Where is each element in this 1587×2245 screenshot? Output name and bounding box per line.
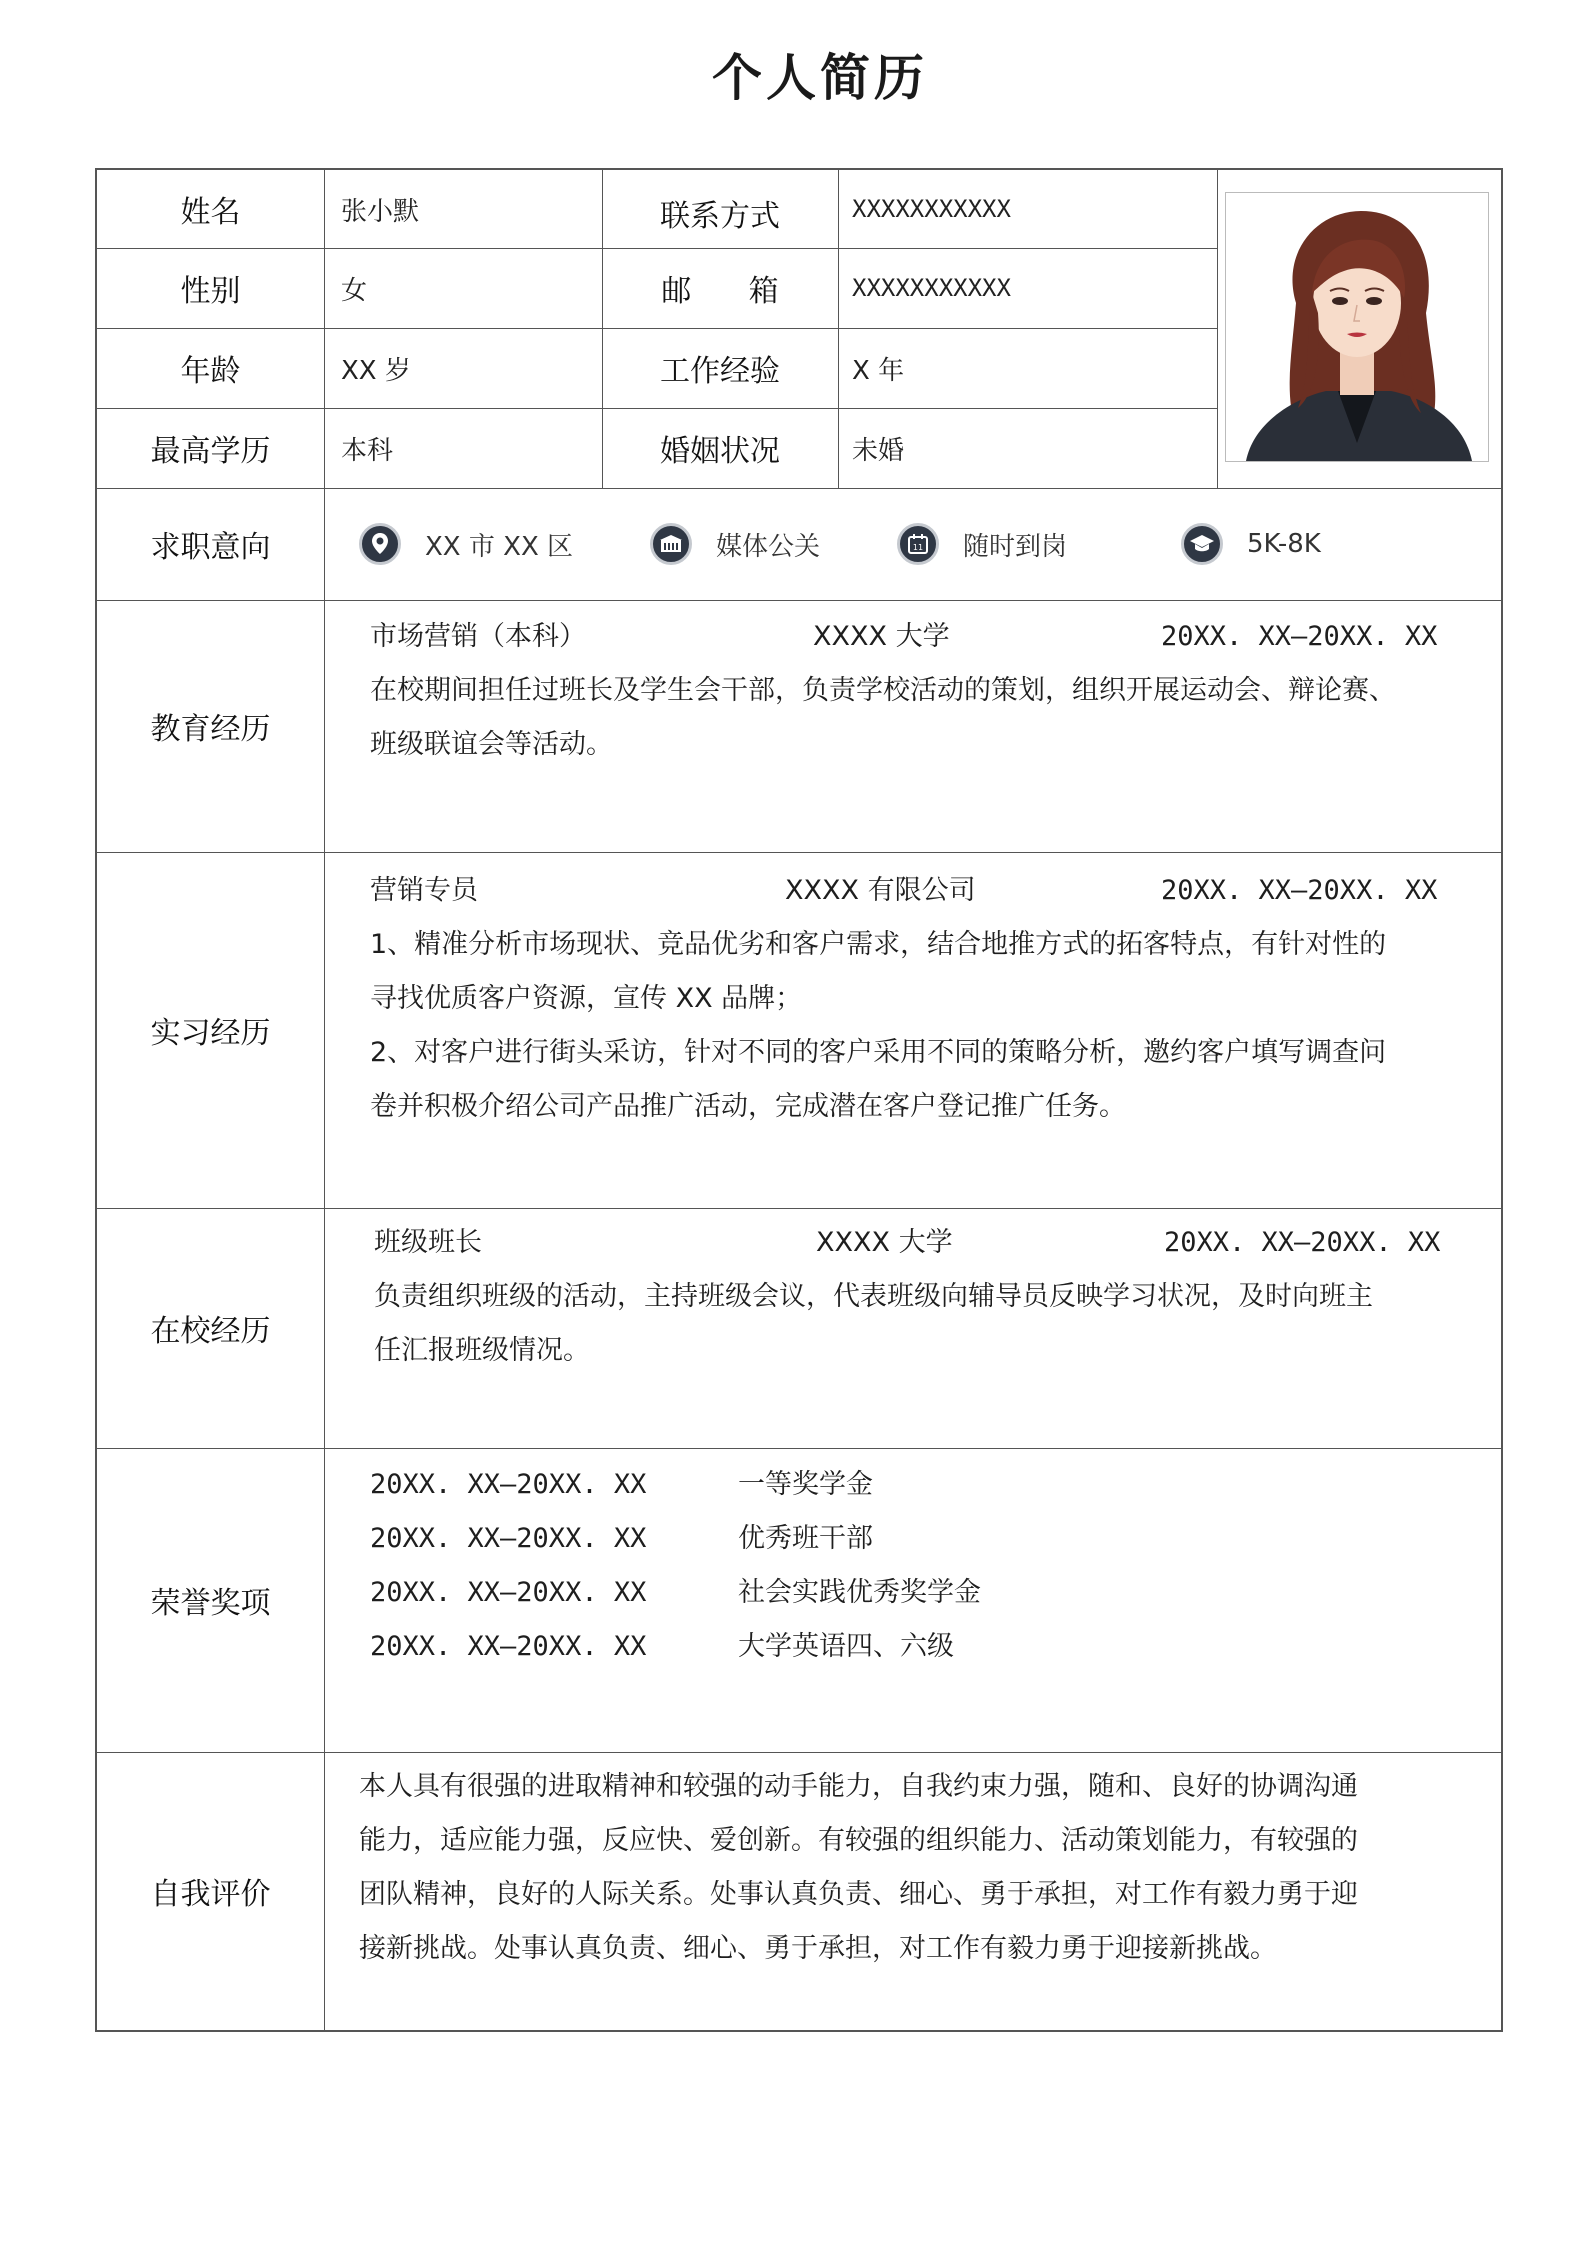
internship-role: 营销专员: [370, 875, 478, 906]
email-label: 邮 箱: [661, 274, 779, 309]
age-value: XX 岁: [341, 355, 411, 386]
education-desc-line: 在校期间担任过班长及学生会干部，负责学校活动的策划，组织开展运动会、辩论赛、: [370, 675, 1396, 706]
email-value: XXXXXXXXXXX: [852, 274, 1011, 302]
education-level-value: 本科: [341, 435, 394, 466]
intent-label: 求职意向: [150, 530, 271, 565]
profile-photo: [1225, 192, 1489, 462]
honor-title: 一等奖学金: [738, 1469, 873, 1500]
page-title: 个人简历: [712, 49, 928, 107]
internship-desc-line: 卷并积极介绍公司产品推广活动，完成潜在客户登记推广任务。: [370, 1091, 1126, 1122]
campus-desc-line: 任汇报班级情况。: [374, 1335, 590, 1366]
name-value: 张小默: [341, 196, 420, 227]
building-icon: [650, 523, 692, 565]
education-label: 教育经历: [150, 712, 271, 747]
education-period: 20XX. XX—20XX. XX: [1161, 621, 1438, 652]
resume-table: [95, 168, 1503, 2032]
honor-period: 20XX. XX—20XX. XX: [370, 1469, 647, 1500]
honors-label: 荣誉奖项: [150, 1586, 271, 1621]
campus-label: 在校经历: [150, 1314, 271, 1349]
internship-label: 实习经历: [150, 1016, 271, 1051]
campus-role: 班级班长: [374, 1227, 482, 1258]
intent-salary-text: 5K-8K: [1247, 529, 1321, 559]
svg-text:11: 11: [912, 543, 924, 552]
calendar-icon: [897, 523, 939, 565]
intent-availability-text: 随时到岗: [963, 531, 1068, 562]
experience-value: X 年: [852, 355, 905, 386]
education-major: 市场营销（本科）: [370, 621, 586, 652]
campus-school: XXXX 大学: [816, 1227, 953, 1258]
honor-title: 大学英语四、六级: [738, 1631, 954, 1662]
contact-value: XXXXXXXXXXX: [852, 195, 1011, 223]
marital-label: 婚姻状况: [660, 434, 780, 469]
campus-period: 20XX. XX—20XX. XX: [1164, 1227, 1441, 1258]
intent-location: [359, 523, 573, 565]
honor-period: 20XX. XX—20XX. XX: [370, 1631, 647, 1662]
internship-desc-line: 寻找优质客户资源，宣传 XX 品牌；: [370, 983, 803, 1014]
gender-label: 性别: [180, 274, 241, 309]
column-divider: [1217, 170, 1218, 488]
gender-value: 女: [341, 275, 368, 306]
marital-value: 未婚: [852, 435, 905, 466]
honor-period: 20XX. XX—20XX. XX: [370, 1523, 647, 1554]
intent-availability: [897, 523, 1067, 565]
campus-desc-line: 负责组织班级的活动，主持班级会议，代表班级向辅导员反映学习状况，及时向班主: [374, 1281, 1373, 1312]
self-eval-label: 自我评价: [150, 1877, 271, 1912]
education-level-label: 最高学历: [150, 434, 271, 469]
column-divider: [838, 170, 839, 488]
location-pin-icon: [359, 523, 401, 565]
honor-period: 20XX. XX—20XX. XX: [370, 1577, 647, 1608]
intent-salary: [1181, 523, 1321, 565]
internship-desc-line: 1、精准分析市场现状、竞品优劣和客户需求，结合地推方式的拓客特点，有针对性的: [370, 929, 1387, 960]
internship-period: 20XX. XX—20XX. XX: [1161, 875, 1438, 906]
age-label: 年龄: [180, 354, 241, 389]
graduation-cap-icon: [1181, 523, 1223, 565]
intent-industry-text: 媒体公关: [716, 531, 821, 562]
honor-title: 社会实践优秀奖学金: [738, 1577, 981, 1608]
honor-title: 优秀班干部: [738, 1523, 873, 1554]
contact-label: 联系方式: [660, 199, 780, 234]
self-eval-line: 接新挑战。处事认真负责、细心、勇于承担，对工作有毅力勇于迎接新挑战。: [359, 1933, 1277, 1964]
portrait-illustration: [1226, 193, 1488, 461]
self-eval-line: 本人具有很强的进取精神和较强的动手能力，自我约束力强，随和、良好的协调沟通: [359, 1771, 1358, 1802]
education-desc-line: 班级联谊会等活动。: [370, 729, 613, 760]
column-divider: [324, 170, 325, 2030]
intent-industry: [650, 523, 820, 565]
internship-desc-line: 2、对客户进行街头采访，针对不同的客户采用不同的策略分析，邀约客户填写调查问: [370, 1037, 1387, 1068]
intent-location-text: XX 市 XX 区: [425, 531, 574, 562]
self-eval-line: 团队精神，良好的人际关系。处事认真负责、细心、勇于承担，对工作有毅力勇于迎: [359, 1879, 1358, 1910]
education-school: XXXX 大学: [813, 621, 950, 652]
self-eval-line: 能力，适应能力强，反应快、爱创新。有较强的组织能力、活动策划能力，有较强的: [359, 1825, 1358, 1856]
name-label: 姓名: [180, 195, 241, 230]
experience-label: 工作经验: [660, 354, 780, 389]
internship-company: XXXX 有限公司: [785, 875, 976, 906]
